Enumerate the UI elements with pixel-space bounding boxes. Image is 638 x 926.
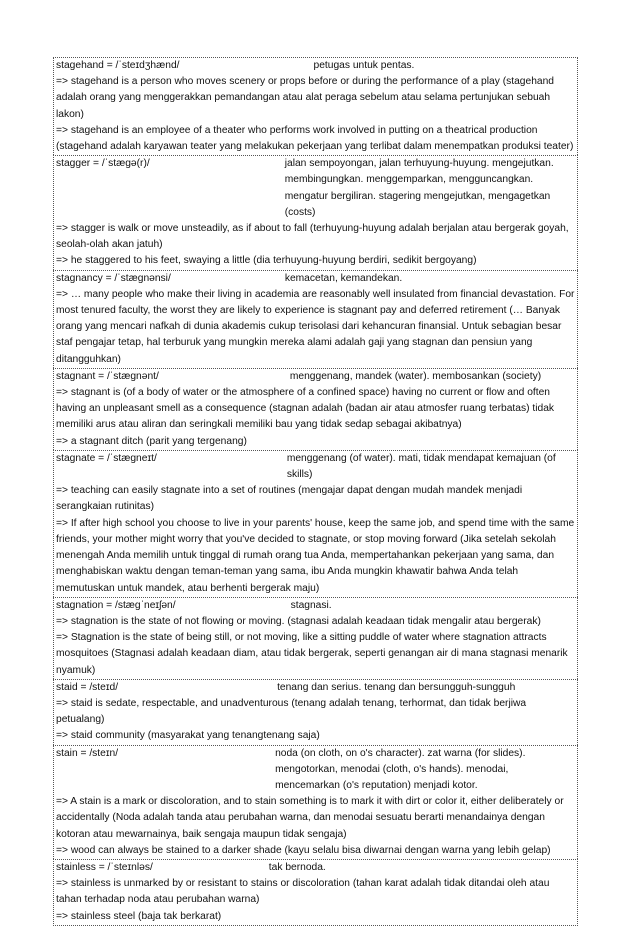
headword-with-pronunciation: stagger = /ˈstæɡə(r)/	[56, 158, 150, 170]
indonesian-meaning: tak bernoda.	[268, 861, 326, 873]
headword-with-pronunciation: stagnation = /stæɡˈneɪʃən/	[56, 599, 176, 611]
example-sentence: => stagehand is a person who moves scenery or props before or during the performance of a play (stagehand adalah orang yang menggerakkan pemandangan atau alat peraga sebelum atau selama pertunjukan sebuah lakon)	[56, 76, 554, 120]
dictionary-document	[53, 57, 578, 926]
entry-headline	[56, 451, 575, 483]
entry-headline	[56, 156, 575, 221]
headword-with-pronunciation: staid = /steɪd/	[56, 681, 119, 693]
headword-gap	[118, 746, 275, 795]
example-sentence: => staid is sedate, respectable, and unadventurous (tenang adalah tenang, terhormat, dan tidak berjiwa petualang)	[56, 697, 527, 726]
headword-gap	[150, 156, 285, 221]
dictionary-entry	[53, 745, 578, 859]
example-sentence: => Stagnation is the state of being still, or not moving, like a sitting puddle of water where stagnation attracts mosquitoes (Stagnasi adalah keadaan diam, atau tidak bergerak, seperti genangan air di mana stagnasi menarik nyamuk)	[56, 632, 568, 676]
indonesian-meaning: kemacetan, kemandekan.	[284, 272, 403, 284]
dictionary-entry	[53, 155, 578, 269]
indonesian-meaning: menggenang, mandek (water). membosankan (society)	[289, 370, 542, 382]
headword-gap	[171, 271, 285, 287]
entry-headline	[56, 680, 575, 696]
dictionary-entry	[53, 859, 578, 926]
indonesian-meaning: menggenang (of water). mati, tidak mendapat kemajuan (of skills)	[286, 452, 556, 481]
headword-gap	[157, 451, 287, 483]
indonesian-meaning: stagnasi.	[290, 599, 332, 611]
example-sentence: => he staggered to his feet, swaying a little (dia terhuyung-huyung berdiri, sedikit bergoyang)	[56, 255, 477, 267]
example-sentence: => stainless is unmarked by or resistant to stains or discoloration (tahan karat adalah tidak ditandai oleh atau tahan terhadap noda atau perubahan warna)	[56, 878, 550, 906]
example-sentence: => stagnant is (of a body of water or the atmosphere of a confined space) having no current or flow and often having an unpleasant smell as a consequence (stagnan adalah (badan air atau atmosfer ruang terbatas) tidak memiliki arus atau aliran dan seringkali memiliki bau yang tidak sedap sebagai akibatnya)	[56, 387, 555, 431]
entry-headline	[56, 58, 575, 74]
example-sentence: => a stagnant ditch (parit yang tergenang)	[56, 435, 247, 447]
example-sentence: => staid community (masyarakat yang tenangtenang saja)	[56, 730, 320, 742]
indonesian-meaning: jalan sempoyongan, jalan terhuyung-huyung. mengejutkan. membingungkan. menggemparkan, mengguncangkan. mengatur bergiliran. stagering mengejutkan, mengagetkan (costs)	[284, 158, 554, 218]
headword-gap	[118, 680, 277, 696]
example-sentence: => A stain is a mark or discoloration, and to stain something is to mark it with dirt or color it, either deliberately or accidentally (Noda adalah tanda atau perubahan warna, dan menodai sesuatu berarti menandainya dengan kotoran atau mewarnainya, baik sengaja maupun tidak sengaja)	[56, 796, 564, 840]
dictionary-entry	[53, 450, 578, 597]
dictionary-entry	[53, 270, 578, 368]
example-sentence: => stagehand is an employee of a theater who performs work involved in putting on a theatrical production (stagehand adalah karyawan teater yang melakukan pekerjaan yang terlibat dalam menempatkan produksi teater)	[56, 124, 574, 153]
headword-with-pronunciation: stagnant = /ˈstæɡnənt/	[56, 370, 159, 382]
dictionary-entry	[53, 57, 578, 155]
dictionary-entry	[53, 597, 578, 679]
entry-headline	[56, 271, 575, 287]
headword-with-pronunciation: stagnancy = /ˈstæɡnənsi/	[56, 272, 171, 284]
headword-with-pronunciation: stagnate = /ˈstæɡneɪt/	[56, 452, 157, 464]
example-sentence: => stainless steel (baja tak berkarat)	[56, 910, 222, 922]
example-sentence: => … many people who make their living in academia are reasonably well insulated from financial devastation. For most tenured faculty, the worst they are likely to experience is stagnant pay and deferred retirement (… Banyak orang yang mencari nafkah di dunia akademis cukup terisolasi dari kehancuran finansial. Untuk sebagian besar staf pengajar tetap, hal terburuk yang mungkin mereka alami adalah gaji yang stagnan dan pensiun yang ditangguhkan)	[56, 288, 575, 365]
headword-with-pronunciation: stagehand = /ˈsteɪdʒhænd/	[56, 60, 180, 71]
headword-gap	[176, 598, 291, 614]
headword-with-pronunciation: stain = /steɪn/	[56, 747, 119, 759]
headword-with-pronunciation: stainless = /ˈsteɪnləs/	[56, 861, 153, 873]
example-sentence: => teaching can easily stagnate into a set of routines (mengajar dapat dengan mudah mandek menjadi serangkaian rutinitas)	[56, 485, 523, 513]
example-sentence: => stagger is walk or move unsteadily, as if about to fall (terhuyung-huyung adalah berjalan atau bergerak goyah, seolah-olah akan jatuh)	[56, 223, 569, 251]
headword-gap	[180, 58, 314, 74]
entry-headline	[56, 860, 575, 876]
dictionary-entry	[53, 368, 578, 450]
dictionary-entry	[53, 679, 578, 745]
entry-headline	[56, 598, 575, 614]
indonesian-meaning: tenang dan serius. tenang dan bersungguh-sungguh	[277, 681, 516, 693]
example-sentence: => wood can always be stained to a darker shade (kayu selalu bisa diwarnai dengan warna yang lebih gelap)	[56, 844, 551, 856]
entry-headline	[56, 369, 575, 385]
example-sentence: => If after high school you choose to live in your parents' house, keep the same job, and spend time with the same friends, your mother might worry that you've decided to stagnate, or stop moving forward (Jika setelah sekolah menengah Anda memilih untuk tinggal di rumah orang tua Anda, mempertahankan pekerjaan yang sama, dan menghabiskan waktu dengan teman-teman yang sama, ibu Anda mungkin khawatir bahwa Anda telah memutuskan untuk mandek, atau berhenti bergerak maju)	[56, 517, 575, 594]
headword-gap	[159, 369, 290, 385]
entry-headline	[56, 746, 575, 795]
indonesian-meaning: noda (on cloth, on o's character). zat warna (for slides). mengotorkan, menodai (cloth, o's hands). menodai, mencemarkan (o's reputation) menjadi kotor.	[275, 747, 526, 791]
indonesian-meaning: petugas untuk pentas.	[313, 60, 415, 71]
example-sentence: => stagnation is the state of not flowing or moving. (stagnasi adalah keadaan tidak mengalir atau bergerak)	[56, 615, 541, 627]
headword-gap	[153, 860, 269, 876]
